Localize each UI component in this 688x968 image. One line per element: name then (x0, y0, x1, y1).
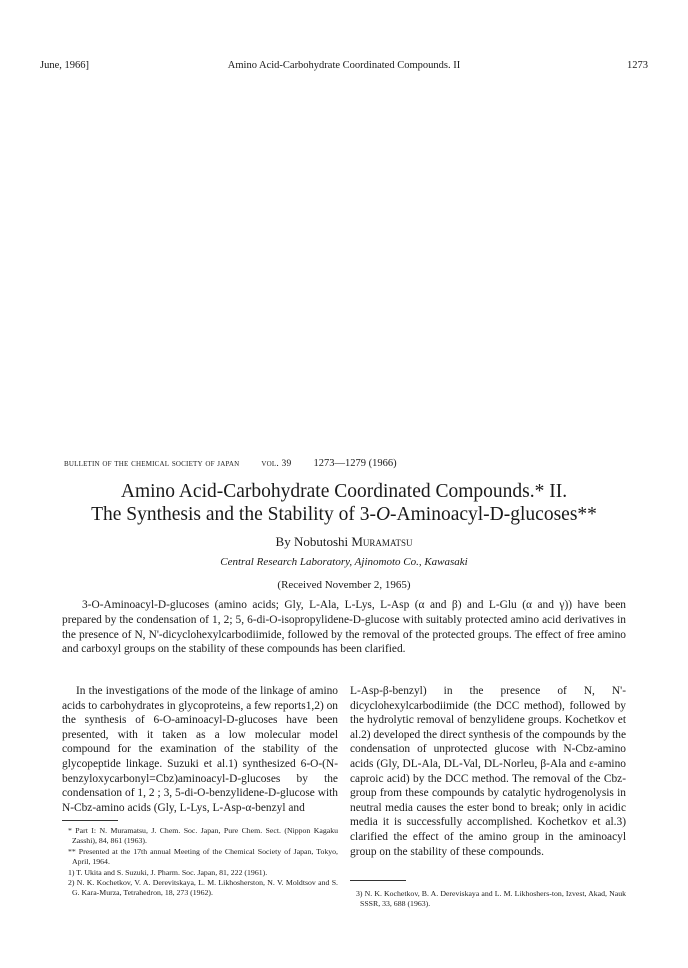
page-number: 1273 (627, 60, 648, 71)
body-column-left (62, 684, 338, 815)
journal-name: bulletin of the chemical society of japan (64, 459, 240, 469)
journal-volume: vol. 39 (261, 459, 292, 469)
journal-pages: 1273—1279 (1966) (313, 458, 397, 469)
article-title (40, 480, 648, 526)
received-date: (Received November 2, 1965) (277, 579, 411, 591)
body-paragraph: In the investigations of the mode of the linkage of amino acids to carbohydrates in glycoproteins, a few reports1,2) on the synthesis of 6-O-aminoacyl-D-glucoses have been presented, with it taken as a low molecular model compound for the examination of the stability of the glycopeptide linkage. Suzuki et al.1) synthesized 6-O-(N-benzyloxycarbonyl=Cbz)aminoacyl-D-glucoses by the condensation of 1, 2 ; 3, 5-di-O-benzylidene-D-glucose with N-Cbz-amino acids (Gly, L-Lys, L-Asp-α-benzyl and (62, 685, 338, 814)
author-byline (40, 534, 648, 550)
running-head-date: June, 1966] (40, 60, 89, 71)
title-line-1: Amino Acid-Carbohydrate Coordinated Compounds.* II. (120, 481, 568, 502)
footnote: 1) T. Ukita and S. Suzuki, J. Pharm. Soc. Japan, 81, 222 (1961). (68, 867, 268, 877)
journal-citation-line (64, 458, 624, 469)
footnote: 3) N. K. Kochetkov, B. A. Dereviskaya and L. M. Likhoshers-ton, Izvest, Akad, Nauk SSSR, 33, 688 (1963). (356, 889, 626, 909)
footnotes-left (62, 826, 338, 899)
author-affiliation: Central Research Laboratory, Ajinomoto Co., Kawasaki (220, 556, 468, 568)
footnotes-right (350, 889, 626, 910)
running-head-title: Amino Acid-Carbohydrate Coordinated Compounds. II (227, 60, 461, 71)
byline-name: By Nobutoshi (275, 534, 349, 549)
footnote-divider-right (350, 880, 406, 881)
title-line-2: The Synthesis and the Stability of 3-O-Aminoacyl-D-glucoses** (91, 504, 597, 525)
footnote: 2) N. K. Kochetkov, V. A. Derevitskaya, L. M. Likhosherston, N. V. Moldtsov and S. G. Kara-Murza, Tetrahedron, 18, 273 (1962). (68, 878, 338, 898)
body-paragraph: L-Asp-β-benzyl) in the presence of N, N'-dicyclohexylcarbodiimide (the DCC method), followed by the hydrolytic removal of benzylidene groups. Kochetkov et al.2) developed the direct synthesis of the compounds by the condensation of unprotected glucose with N-Cbz-amino acids (Gly, DL-Ala, DL-Val, DL-Norleu, β-Ala and ε-amino caproic acid) by the DCC method. The removal of the Cbz-group from these compounds by catalytic hydrogenolysis in neutral media causes the ester bond to break; only in acidic media it is successfully accomplished. Kochetkov et al.3) clarified the effect of the amino group in the aminoacyl group on the stability of these compounds. (350, 685, 626, 858)
footnote: * Part I: N. Muramatsu, J. Chem. Soc. Japan, Pure Chem. Sect. (Nippon Kagaku Zasshi), 84, 861 (1963). (68, 826, 338, 846)
footnote: ** Presented at the 17th annual Meeting of the Chemical Society of Japan, Tokyo, April, 1964. (68, 846, 338, 867)
body-column-right (350, 684, 626, 859)
footnote-divider-left (62, 820, 118, 821)
author-surname: Muramatsu (351, 534, 413, 549)
abstract: 3-O-Aminoacyl-D-glucoses (amino acids; Gly, L-Ala, L-Lys, L-Asp (α and β) and L-Glu (α and γ)) have been prepared by the condensation of 1, 2; 5, 6-di-O-isopropylidene-D-glucose with suitably protected amino acid derivatives in the presence of N, N'-dicyclohexylcarbodiimide, followed by the removal of the protected groups. The effect of free amino and carboxyl groups on the stability of these compounds has been clarified. (62, 599, 626, 656)
